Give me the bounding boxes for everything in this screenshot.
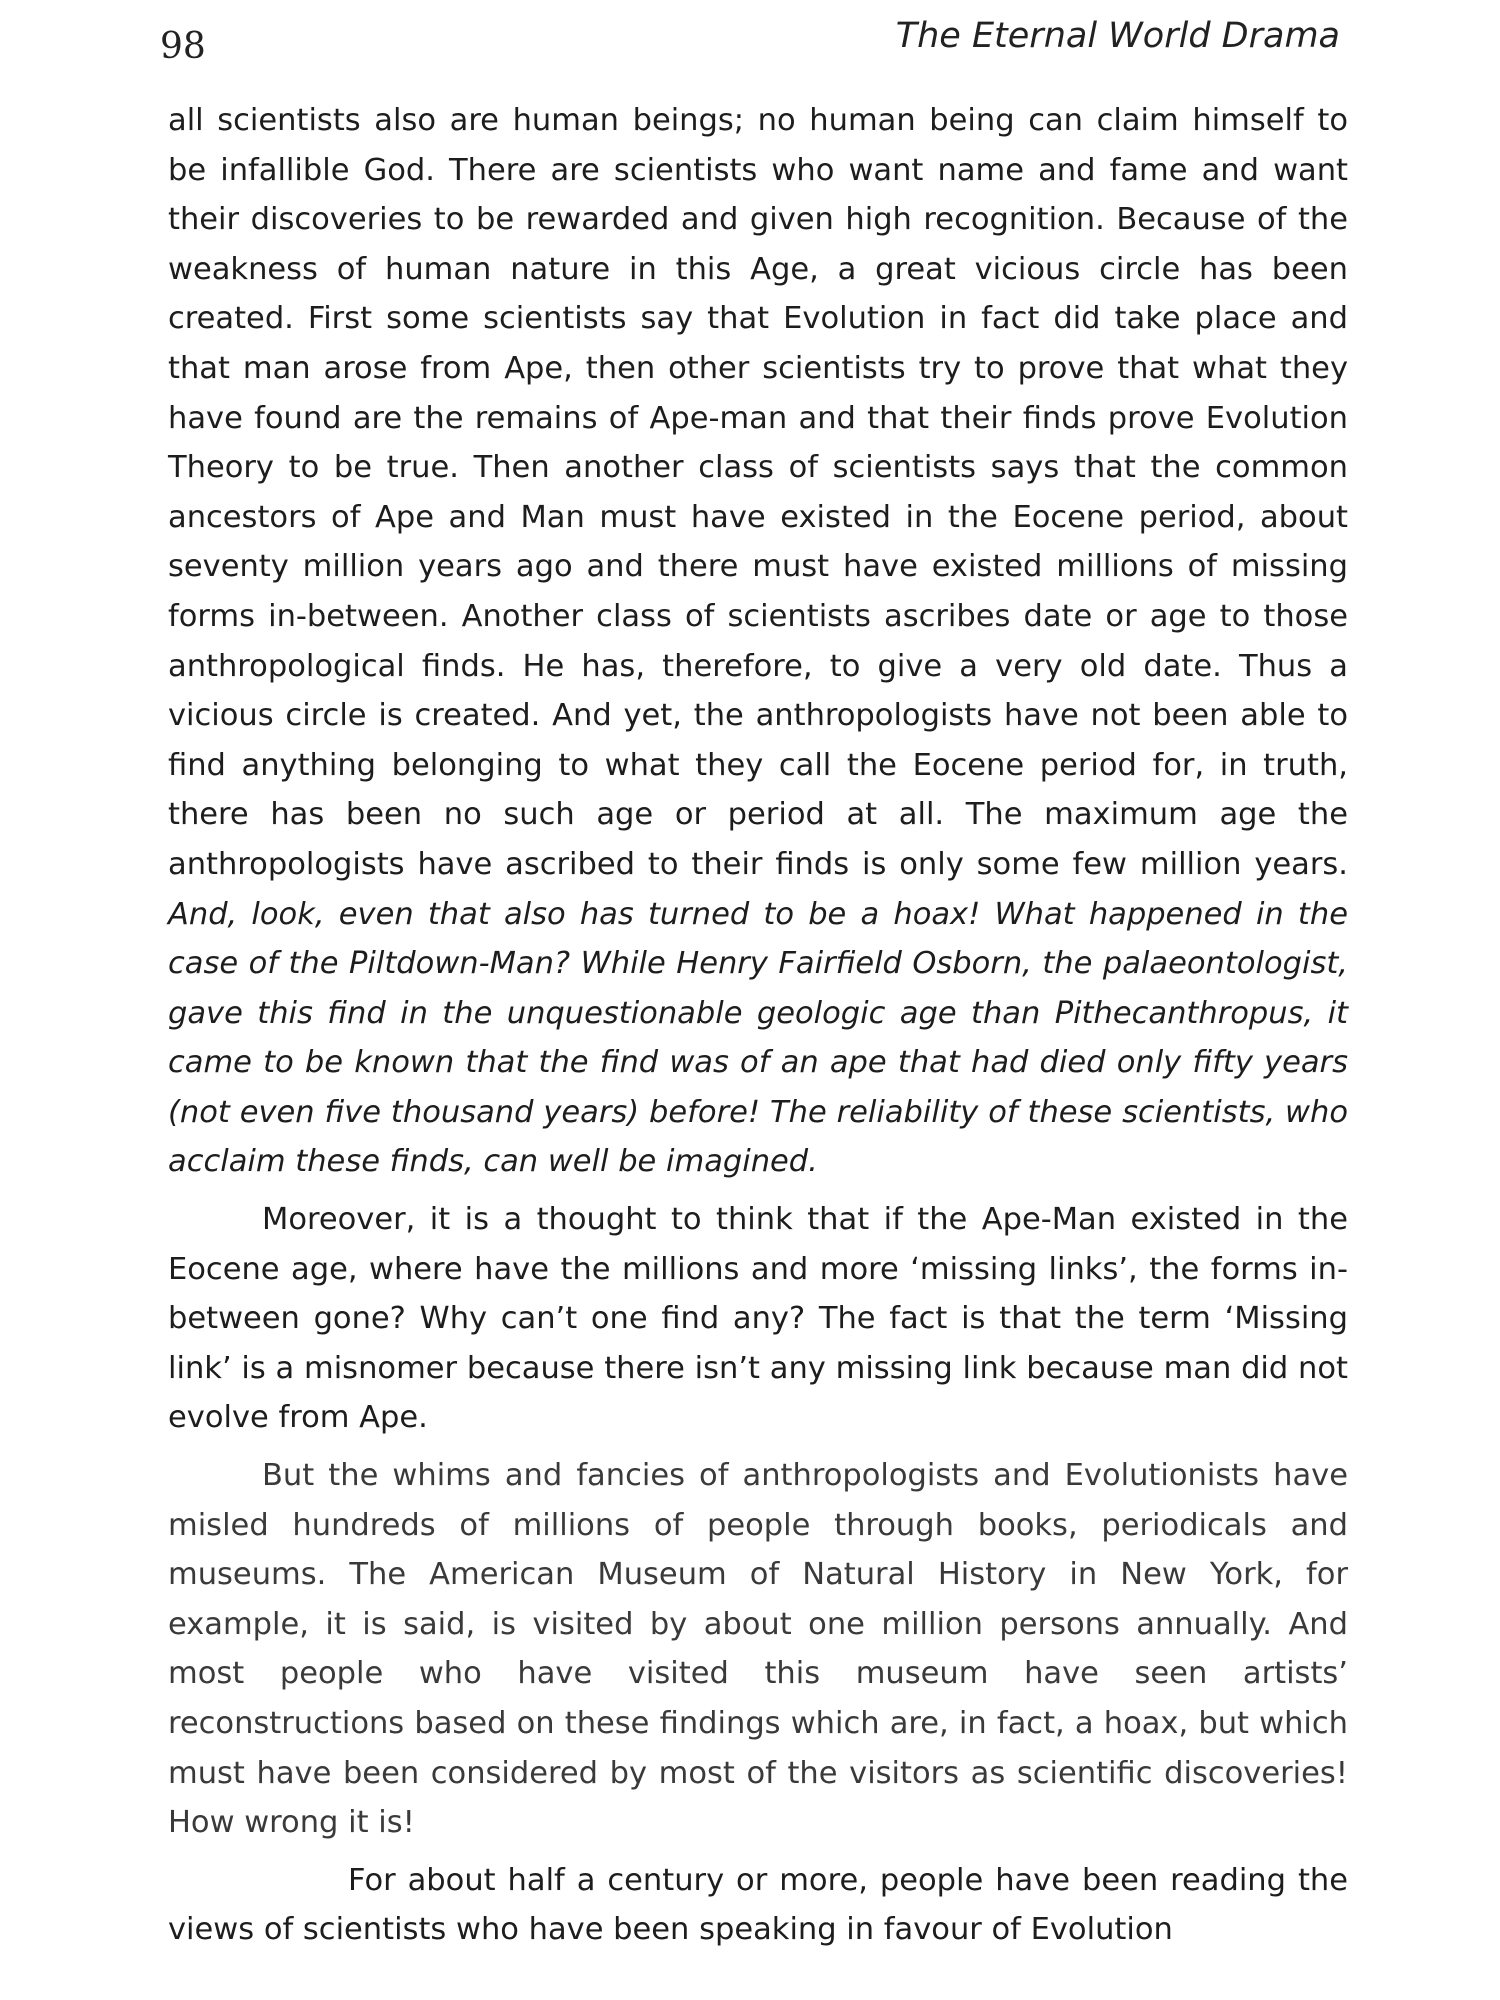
body-text (168, 96, 1348, 1955)
running-head: The Eternal World Drama (895, 16, 1340, 56)
page-number: 98 (160, 26, 206, 67)
paragraph-1-italic: And, look, even that also has turned to be a hoax! What happened in the case of the Piltdown-Man? While Henry Fairfield Osborn, the palaeontologist, gave this find in the unquestionable geologic age than Pithecanthropus, it came to be known that the find was of an ape that had died only fifty years (not even five thousand years) before! The reliability of these scientists, who acclaim these finds, can well be imagined. (168, 896, 1348, 1180)
paragraph-2: Moreover, it is a thought to think that if the Ape-Man existed in the Eocene age, where have the millions and more ‘missing links’, the forms in-between gone? Why can’t one find any? The fact is that the term ‘Missing link’ is a misnomer because there isn’t any missing link because man did not evolve from Ape. (168, 1202, 1348, 1436)
paragraph-4: For about half a century or more, people have been reading the views of scientists who have been speaking in favour of Evolution (168, 1862, 1348, 1948)
paragraph-1 (168, 96, 1348, 1187)
paragraph-3: But the whims and fancies of anthropologists and Evolutionists have misled hundreds of millions of people through books, periodicals and museums. The American Museum of Natural History in New York, for example, it is said, is visited by about one million persons annually. And most people who have visited this museum have seen artists’ reconstructions based on these findings which are, in fact, a hoax, but which must have been considered by most of the visitors as scientific discoveries! How wrong it is! (168, 1458, 1348, 1841)
paragraph-1-roman: all scientists also are human beings; no human being can claim himself to be infallible God. There are scientists who want name and fame and want their discoveries to be rewarded and given high recognition. Because of the weakness of human nature in this Age, a great vicious circle has been created. First some scientists say that Evolution in fact did take place and that man arose from Ape, then other scientists try to prove that what they have found are the remains of Ape-man and that their finds prove Evolution Theory to be true. Then another class of scientists says that the common ancestors of Ape and Man must have existed in the Eocene period, about seventy million years ago and there must have existed millions of missing forms in-between. Another class of scientists ascribes date or age to those anthropological finds. He has, therefore, to give a very old date. Thus a vicious circle is created. And yet, the anthropologists have not been able to find anything belonging to what they call the Eocene period for, in truth, there has been no such age or period at all. The maximum age the anthropologists have ascribed to their finds is only some few million years. (168, 103, 1348, 882)
